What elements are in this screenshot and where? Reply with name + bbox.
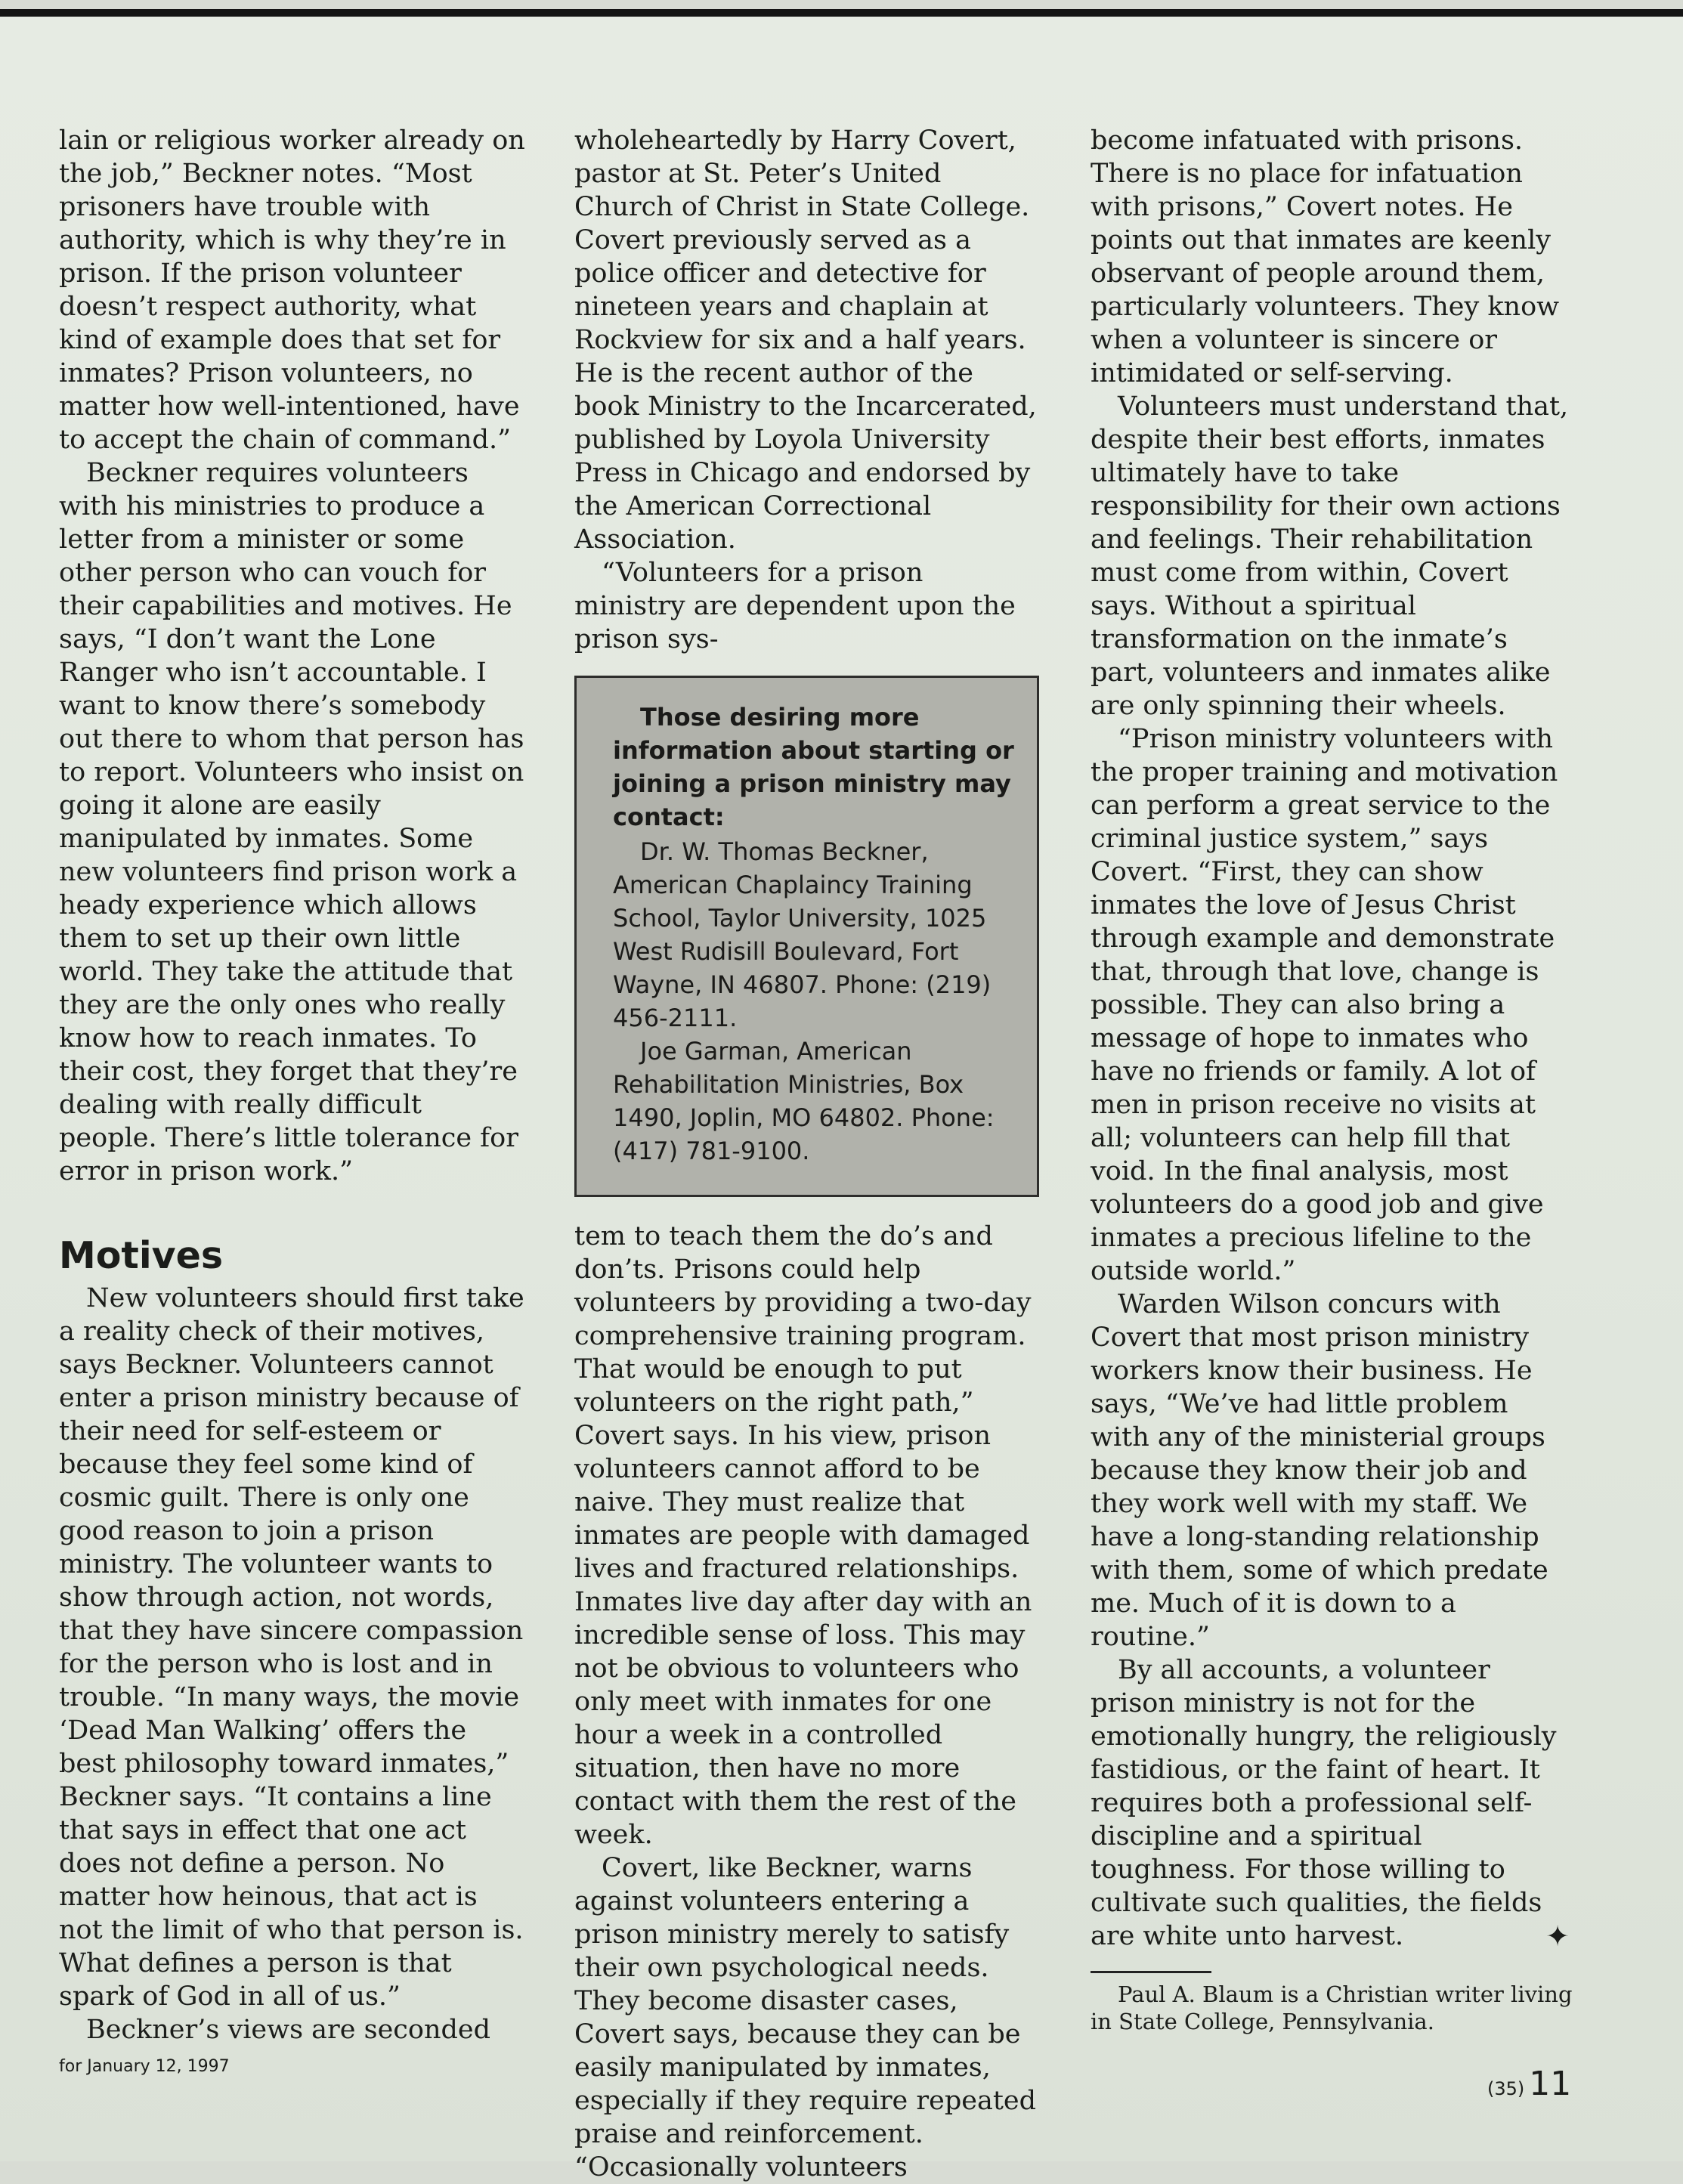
body-paragraph: Beckner requires volunteers with his ministries to produce a letter from a minister or some other person who can vouch for their capabilities and motives. He says, “I don’t want the Lone Ranger who isn’t accountable. I want to know there’s somebody out there to whom that person has to report. Volunteers who insist on going it alone are easily manipulated by inmates. Some new volunteers find prison work a heady experience which allows them to set up their own little world. They take the attitude that they are the only ones who really know how to reach inmates. To their cost, they forget that they’re dealing with really difficult people. There’s little tolerance for error in prison work.” [59,458,524,1186]
body-paragraph: Beckner’s views are seconded [86,2015,491,2045]
body-paragraph: New volunteers should first take a reality check of their motives, says Beckner. Volunteers cannot enter a prison ministry because of their need for self-esteem or because they feel some kind of cosmic guilt. There is only one good reason to join a prison ministry. The volunteer wants to show through action, not words, that they have sincere compassion for the person who is lost and in trouble. “In many ways, the movie ‘Dead Man Walking’ offers the best philosophy toward inmates,” Beckner says. “It contains a line that says in effect that one act does not define a person. No matter how heinous, that act is not the limit of who that person is. What defines a person is that spark of God in all of us.” [59,1283,524,2012]
article-column-2 [574,124,1039,2184]
body-paragraph: “Prison ministry volunteers with the proper training and motivation can perform a great service to the criminal justice system,” says Covert. “First, they can show inmates the love of Jesus Christ through example and demonstrate that, through that love, change is possible. They can also bring a message of hope to inmates who have no friends or family. A lot of men in prison receive no visits at all; volunteers can help fill that void. In the final analysis, most volunteers do a good job and give inmates a precious lifeline to the outside world.” [1091,724,1558,1286]
sidebar-contact: Joe Garman, American Rehabilitation Ministries, Box 1490, Joplin, MO 64802. Phone: (417) 781-9100. [613,1037,995,1165]
body-paragraph: become infatuated with prisons. There is no place for infatuation with prisons,” Covert notes. He points out that inmates are keenly observant of people around them, particularly volunteers. They know when a volunteer is sincere or intimidated or self-serving. [1091,125,1560,388]
body-paragraph: Warden Wilson concurs with Covert that most prison ministry workers know their business. He says, “We’ve had little problem with any of the ministerial groups because they know their job and they work well with my staff. We have a long-standing relationship with them, some of which predate me. Much of it is down to a routine.” [1091,1289,1548,1652]
magazine-page [0,9,1683,2182]
body-paragraph: Covert, like Beckner, warns against volunteers entering a prison ministry merely to satisfy their own psychological needs. They become disaster cases, Covert says, because they can be easily manipulated by inmates, especially if they require repeated praise and reinforcement. “Occasionally volunteers [574,1853,1036,2182]
article-column-3 [1091,124,1574,2035]
body-paragraph: wholeheartedly by Harry Covert, pastor at St. Peter’s United Church of Christ in State College. Covert previously served as a police officer and detective for nineteen years and chaplain at Rockview for six and a half years. He is the recent author of the book Ministry to the Incarcerated, published by Loyola University Press in Chicago and endorsed by the American Correctional Association. [574,125,1037,555]
page-number-main: 11 [1529,2065,1572,2103]
issue-date: for January 12, 1997 [59,2057,230,2076]
page-number-small: (35) [1487,2078,1525,2099]
body-paragraph: tem to teach them the do’s and don’ts. Prisons could help volunteers by providing a two-day comprehensive training program. That would be enough to put volunteers on the right path,” Covert says. In his view, prison volunteers cannot afford to be naive. They must realize that inmates are people with damaged lives and fractured relationships. Inmates live day after day with an incredible sense of loss. This may not be obvious to volunteers who only meet with inmates for one hour a week in a controlled situation, then have no more contact with them the rest of the week. [574,1221,1032,1850]
sidebar-contact: Dr. W. Thomas Beckner, American Chaplaincy Training School, Taylor University, 1025 West Rudisill Boulevard, Fort Wayne, IN 46807. Phone: (219) 456-2111. [613,837,992,1032]
body-paragraph: lain or religious worker already on the job,” Beckner notes. “Most prisoners have trouble with authority, which is why they’re in prison. If the prison volunteer doesn’t respect authority, what kind of example does that set for inmates? Prison volunteers, no matter how well-intentioned, have to accept the chain of command.” [59,125,525,455]
end-mark-icon: ✦ [1545,1920,1570,1953]
page-number [1487,2065,1571,2103]
sidebar-heading: Those desiring more information about starting or joining a prison ministry may contact: [613,703,1014,831]
body-paragraph: Volunteers must understand that, despite their best efforts, inmates ultimately have to take responsibility for their own actions and feelings. Their rehabilitation must come from within, Covert says. Without a spiritual transformation on the inmate’s part, volunteers and inmates alike are only spinning their wheels. [1091,391,1569,721]
contact-sidebar [574,676,1039,1197]
section-heading: Motives [59,1234,223,1277]
author-byline: Paul A. Blaum is a Christian writer living in State College, Pennsylvania. [1091,1981,1573,2034]
byline-rule [1091,1971,1211,1973]
body-paragraph: “Volunteers for a prison ministry are dependent upon the prison sys- [574,558,1016,654]
article-column-1 [59,124,527,2046]
body-paragraph: By all accounts, a volunteer prison ministry is not for the emotionally hungry, the religiously fastidious, or the faint of heart. It requires both a professional self-discipline and a spiritual toughness. For those willing to cultivate such qualities, the fields are white unto harvest. ✦ [1091,1655,1570,1953]
